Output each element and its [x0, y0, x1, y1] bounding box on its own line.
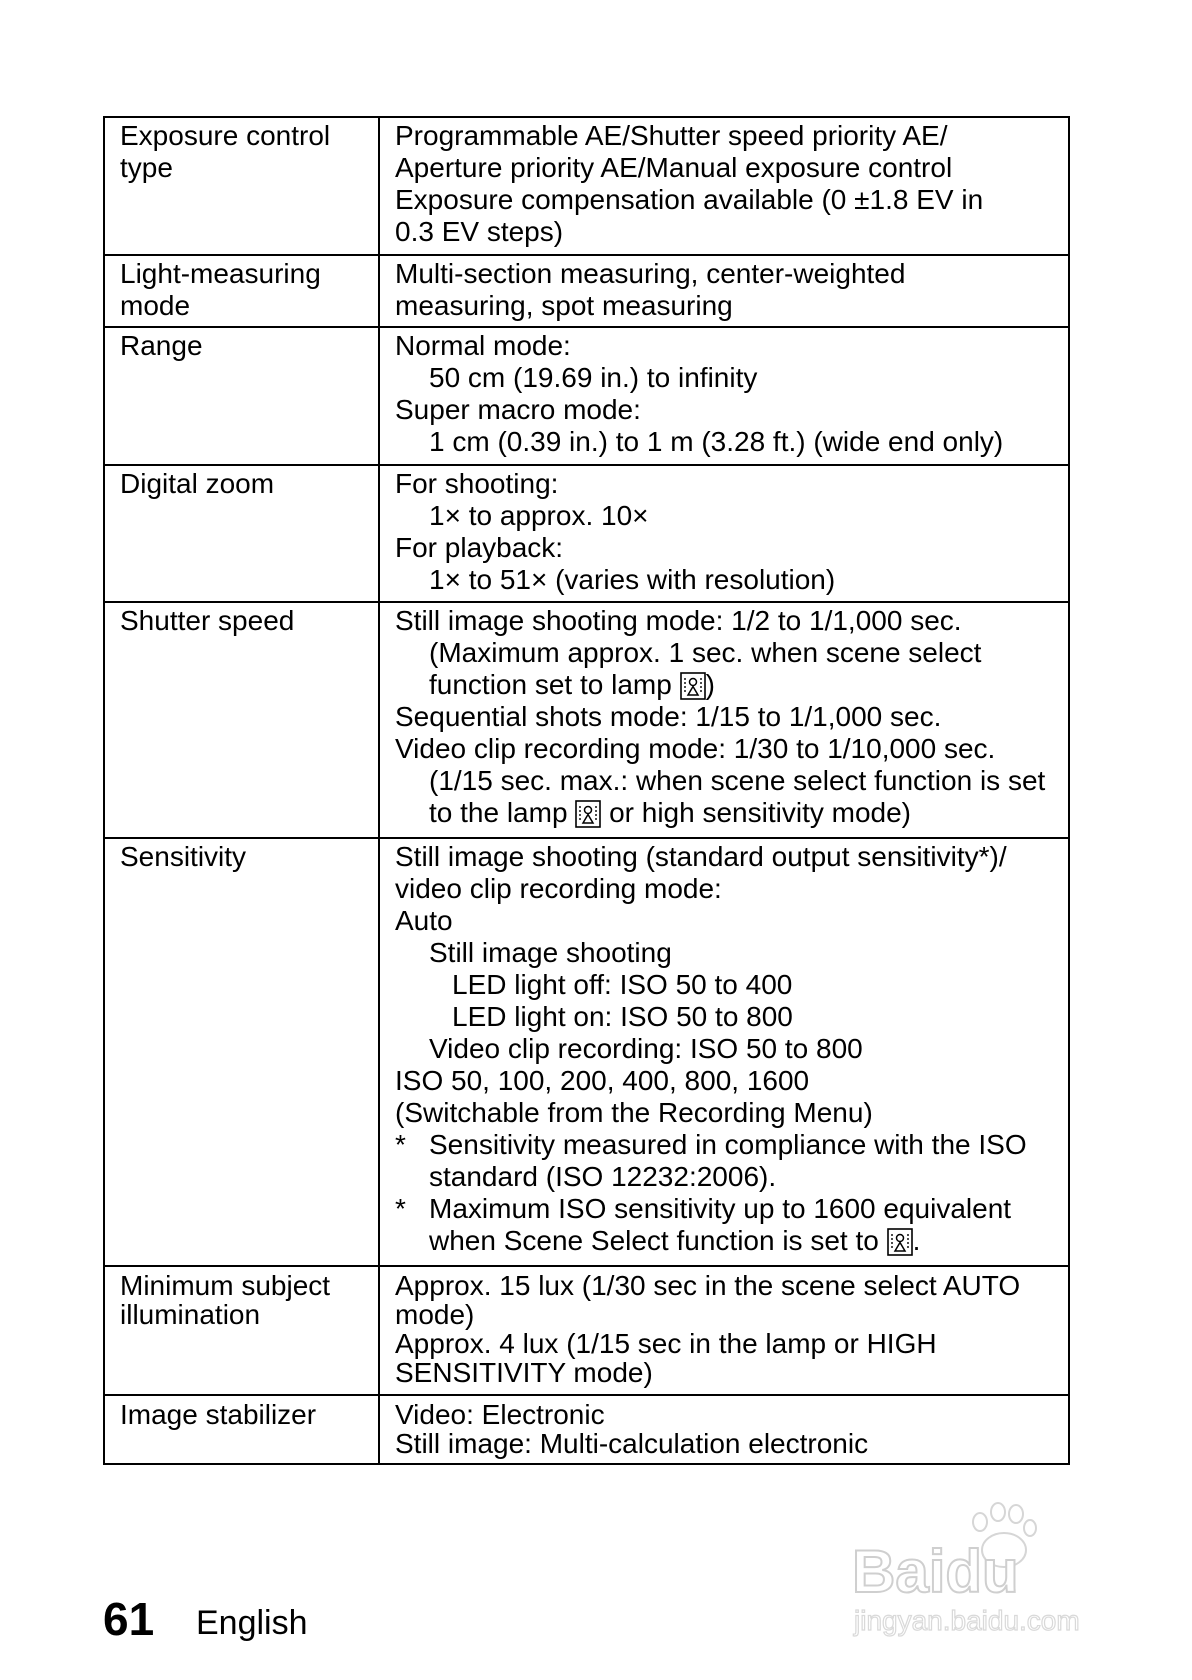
- spec-value-text: SENSITIVITY mode): [395, 1357, 653, 1388]
- spec-label: [104, 1395, 379, 1464]
- spec-value-text: when Scene Select function is set to: [429, 1225, 887, 1256]
- spec-value-line: [395, 290, 1068, 322]
- spec-value-line: [395, 330, 1068, 362]
- spec-value-text: mode): [395, 1299, 475, 1330]
- spec-row: [104, 465, 1069, 602]
- spec-value-text: 1× to 51× (varies with resolution): [429, 564, 836, 595]
- spec-label-line: illumination: [120, 1299, 261, 1330]
- spec-label-line: Sensitivity: [120, 841, 247, 872]
- spec-value-line: [395, 426, 1068, 458]
- spec-label: [104, 255, 379, 327]
- spec-value: [379, 117, 1069, 255]
- spec-value-text: 50 cm (19.69 in.) to infinity: [429, 362, 758, 393]
- spec-value-text: Still image shooting mode: 1/2 to 1/1,000 sec.: [395, 605, 962, 636]
- spec-value-line: [395, 605, 1068, 637]
- lamp-icon: [887, 1228, 913, 1256]
- spec-value-line: [395, 1161, 1068, 1193]
- spec-value-text: function set to lamp: [429, 669, 680, 700]
- spec-label-line: type: [120, 152, 173, 183]
- spec-value-line: [395, 1129, 1068, 1161]
- spec-value-line: [395, 701, 1068, 733]
- spec-value-text: For shooting:: [395, 468, 559, 499]
- spec-label-line: Light-measuring: [120, 258, 321, 289]
- spec-value: [379, 1395, 1069, 1464]
- spec-label: [104, 838, 379, 1266]
- spec-value-line: [395, 797, 1068, 829]
- spec-value-text: Video clip recording mode: 1/30 to 1/10,000 sec.: [395, 733, 996, 764]
- spec-value-line: [395, 1097, 1068, 1129]
- spec-value-text: Programmable AE/Shutter speed priority AE/: [395, 120, 948, 151]
- spec-value-line: [395, 873, 1068, 905]
- spec-label-line: Range: [120, 330, 203, 361]
- spec-label: [104, 327, 379, 465]
- spec-table: [103, 116, 1070, 1465]
- spec-value-line: [395, 500, 1068, 532]
- spec-value-text: or high sensitivity mode): [601, 797, 911, 828]
- watermark-brand: Baidu: [852, 1538, 1019, 1605]
- spec-value-line: [395, 1033, 1068, 1065]
- spec-value-line: [395, 564, 1068, 596]
- spec-value-text: to the lamp: [429, 797, 576, 828]
- spec-value-text: Exposure compensation available (0 ±1.8 EV in: [395, 184, 984, 215]
- spec-value-line: [395, 532, 1068, 564]
- spec-value-line: [395, 841, 1068, 873]
- spec-label: [104, 117, 379, 255]
- spec-value-line: [395, 905, 1068, 937]
- spec-value-text: (1/15 sec. max.: when scene select function is set: [429, 765, 1046, 796]
- spec-value-text: .: [912, 1225, 921, 1256]
- spec-label-line: Digital zoom: [120, 468, 275, 499]
- spec-value-text: Video: Electronic: [395, 1399, 605, 1430]
- spec-value-line: [395, 1225, 1068, 1257]
- spec-label: [104, 602, 379, 838]
- footnote-asterisk: *: [395, 1129, 406, 1160]
- spec-value: [379, 1266, 1069, 1395]
- spec-value-text: standard (ISO 12232:2006).: [429, 1161, 777, 1192]
- spec-value-text: ISO 50, 100, 200, 400, 800, 1600: [395, 1065, 810, 1096]
- spec-value-line: [395, 1300, 1068, 1329]
- spec-value-line: [395, 1400, 1068, 1429]
- spec-value-line: [395, 669, 1068, 701]
- spec-row: [104, 117, 1069, 255]
- watermark-url: jingyan.baidu.com: [854, 1605, 1080, 1636]
- spec-value-line: [395, 1429, 1068, 1458]
- spec-label: [104, 465, 379, 602]
- page-language: English: [196, 1604, 308, 1642]
- spec-value-line: [395, 258, 1068, 290]
- spec-value-line: [395, 1001, 1068, 1033]
- spec-value-line: [395, 1193, 1068, 1225]
- spec-label: [104, 1266, 379, 1395]
- spec-value-line: [395, 184, 1068, 216]
- spec-value-text: LED light off: ISO 50 to 400: [452, 969, 793, 1000]
- spec-value-text: Aperture priority AE/Manual exposure control: [395, 152, 953, 183]
- footnote-asterisk: *: [395, 1193, 406, 1224]
- spec-label-line: Exposure control: [120, 120, 331, 151]
- spec-value-line: [395, 120, 1068, 152]
- spec-value-text: (Maximum approx. 1 sec. when scene select: [429, 637, 982, 668]
- spec-value: [379, 465, 1069, 602]
- spec-value-line: [395, 394, 1068, 426]
- spec-value-text: Video clip recording: ISO 50 to 800: [429, 1033, 863, 1064]
- spec-row: [104, 1266, 1069, 1395]
- spec-value-text: (Switchable from the Recording Menu): [395, 1097, 873, 1128]
- spec-value-line: [395, 637, 1068, 669]
- spec-value-line: [395, 1065, 1068, 1097]
- spec-value-line: [395, 152, 1068, 184]
- spec-row: [104, 255, 1069, 327]
- spec-value-text: ): [705, 669, 715, 700]
- spec-value-text: Still image shooting: [429, 937, 672, 968]
- spec-label-line: Image stabilizer: [120, 1399, 317, 1430]
- spec-value-line: [395, 969, 1068, 1001]
- spec-value-line: [395, 468, 1068, 500]
- spec-value-text: 1× to approx. 10×: [429, 500, 649, 531]
- spec-value: [379, 255, 1069, 327]
- spec-table-body: [104, 117, 1069, 1464]
- spec-value-text: Still image: Multi-calculation electronic: [395, 1428, 869, 1459]
- spec-value-text: LED light on: ISO 50 to 800: [452, 1001, 793, 1032]
- spec-row: [104, 1395, 1069, 1464]
- spec-label-line: mode: [120, 290, 191, 321]
- spec-value-line: [395, 1358, 1068, 1387]
- baidu-watermark: [852, 1500, 1152, 1640]
- spec-label-line: Minimum subject: [120, 1270, 331, 1301]
- spec-value-text: Approx. 4 lux (1/15 sec in the lamp or HIGH: [395, 1328, 937, 1359]
- spec-value-text: video clip recording mode:: [395, 873, 722, 904]
- spec-value-line: [395, 216, 1068, 248]
- spec-value-text: For playback:: [395, 532, 564, 563]
- spec-value-text: Super macro mode:: [395, 394, 641, 425]
- spec-value-text: measuring, spot measuring: [395, 290, 733, 321]
- lamp-icon: [680, 672, 706, 700]
- spec-value-line: [395, 765, 1068, 797]
- spec-value-text: 0.3 EV steps): [395, 216, 564, 247]
- spec-value-line: [395, 937, 1068, 969]
- spec-value: [379, 602, 1069, 838]
- spec-value-line: [395, 1329, 1068, 1358]
- spec-value-text: Normal mode:: [395, 330, 571, 361]
- spec-value-line: [395, 362, 1068, 394]
- spec-value-text: Sensitivity measured in compliance with the ISO: [429, 1129, 1027, 1160]
- spec-value-text: Multi-section measuring, center-weighted: [395, 258, 906, 289]
- spec-value-line: [395, 733, 1068, 765]
- spec-row: [104, 838, 1069, 1266]
- spec-value-text: Approx. 15 lux (1/30 sec in the scene select AUTO: [395, 1270, 1021, 1301]
- spec-value-text: Still image shooting (standard output sensitivity*)/: [395, 841, 1007, 872]
- spec-row: [104, 602, 1069, 838]
- spec-value: [379, 838, 1069, 1266]
- spec-value-line: [395, 1271, 1068, 1300]
- spec-value-text: Maximum ISO sensitivity up to 1600 equivalent: [429, 1193, 1012, 1224]
- lamp-icon: [575, 800, 601, 828]
- spec-row: [104, 327, 1069, 465]
- spec-value-text: Sequential shots mode: 1/15 to 1/1,000 sec.: [395, 701, 942, 732]
- spec-value-text: Auto: [395, 905, 453, 936]
- page-number: 61: [103, 1593, 155, 1645]
- spec-label-line: Shutter speed: [120, 605, 295, 636]
- spec-value-text: 1 cm (0.39 in.) to 1 m (3.28 ft.) (wide end only): [429, 426, 1004, 457]
- spec-value: [379, 327, 1069, 465]
